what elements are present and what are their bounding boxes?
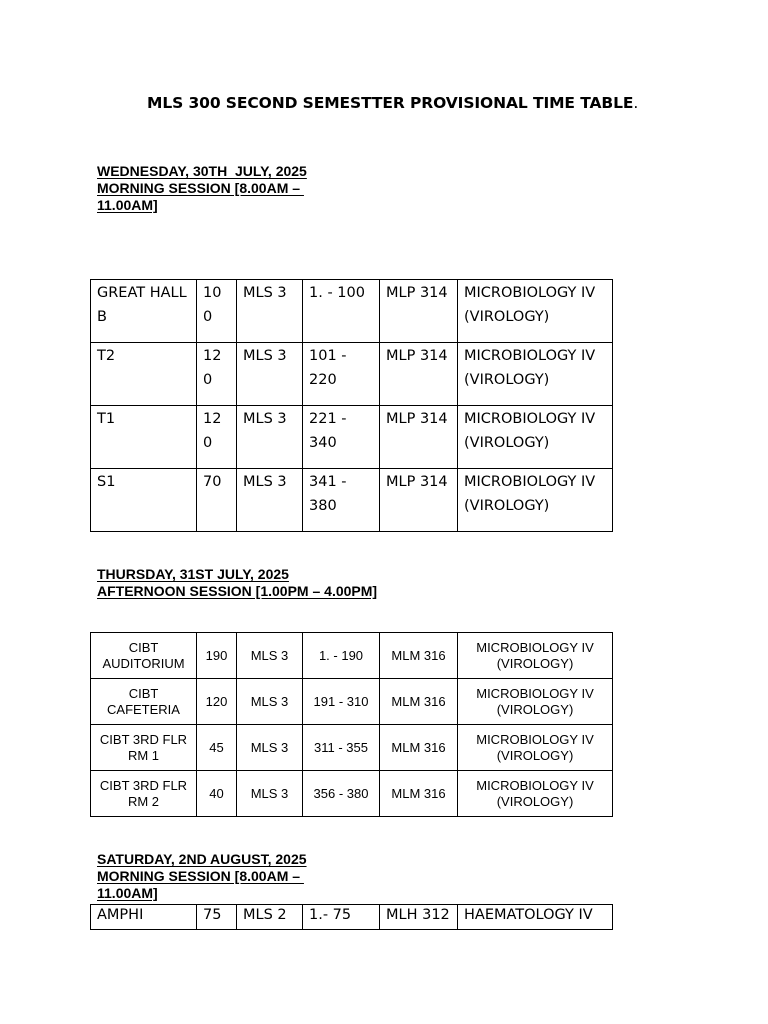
section-heading-saturday <box>97 851 307 902</box>
course-code-cell: MLP 314 <box>380 406 458 469</box>
heading-line: AFTERNOON SESSION [1.00PM – 4.00PM] <box>97 583 378 599</box>
heading-line: SATURDAY, 2ND AUGUST, 2025 <box>97 851 307 867</box>
range-cell: 1. - 190 <box>303 633 380 679</box>
venue-cell: CIBT 3RD FLR RM 1 <box>91 725 197 771</box>
class-cell: MLS 2 <box>237 905 303 930</box>
range-cell: 101 - 220 <box>303 343 380 406</box>
course-code-cell: MLM 316 <box>380 679 458 725</box>
venue-cell: S1 <box>91 469 197 532</box>
course-code-cell: MLH 312 <box>380 905 458 930</box>
course-code-cell: MLM 316 <box>380 633 458 679</box>
table-row <box>91 771 613 817</box>
venue-cell: T2 <box>91 343 197 406</box>
heading-line: WEDNESDAY, 30TH JULY, 2025 <box>97 163 307 179</box>
venue-cell: CIBT AUDITORIUM <box>91 633 197 679</box>
course-title-cell: MICROBIOLOGY IV (VIROLOGY) <box>458 725 613 771</box>
course-title-cell: MICROBIOLOGY IV (VIROLOGY) <box>458 280 613 343</box>
capacity-cell: 120 <box>197 679 237 725</box>
heading-line: THURSDAY, 31ST JULY, 2025 <box>97 566 289 582</box>
table-row <box>91 469 613 532</box>
capacity-cell: 120 <box>197 343 237 406</box>
venue-cell: GREAT HALL B <box>91 280 197 343</box>
capacity-cell: 40 <box>197 771 237 817</box>
table-row <box>91 679 613 725</box>
document-title-suffix: . <box>633 94 639 112</box>
table-row <box>91 633 613 679</box>
course-code-cell: MLP 314 <box>380 469 458 532</box>
class-cell: MLS 3 <box>237 771 303 817</box>
section-heading-wednesday <box>97 163 307 214</box>
heading-line: MORNING SESSION [8.00AM – <box>97 180 304 196</box>
course-code-cell: MLP 314 <box>380 280 458 343</box>
section-heading-thursday <box>97 566 377 600</box>
capacity-cell: 100 <box>197 280 237 343</box>
document-title <box>147 94 638 112</box>
course-title-cell: MICROBIOLOGY IV (VIROLOGY) <box>458 406 613 469</box>
course-title-cell: MICROBIOLOGY IV (VIROLOGY) <box>458 633 613 679</box>
table-row <box>91 725 613 771</box>
venue-cell: CIBT CAFETERIA <box>91 679 197 725</box>
heading-line: 11.00AM] <box>97 197 158 213</box>
course-title-cell: HAEMATOLOGY IV <box>458 905 613 930</box>
timetable-thursday <box>90 632 613 817</box>
range-cell: 356 - 380 <box>303 771 380 817</box>
course-title-cell: MICROBIOLOGY IV (VIROLOGY) <box>458 343 613 406</box>
venue-cell: T1 <box>91 406 197 469</box>
table-row <box>91 280 613 343</box>
course-code-cell: MLM 316 <box>380 771 458 817</box>
class-cell: MLS 3 <box>237 725 303 771</box>
table-row <box>91 343 613 406</box>
capacity-cell: 75 <box>197 905 237 930</box>
timetable-wednesday <box>90 279 613 532</box>
range-cell: 341 - 380 <box>303 469 380 532</box>
heading-line: MORNING SESSION [8.00AM – <box>97 868 304 884</box>
class-cell: MLS 3 <box>237 343 303 406</box>
table-row <box>91 406 613 469</box>
timetable-saturday <box>90 904 613 930</box>
document-title-text: MLS 300 SECOND SEMESTTER PROVISIONAL TIME TABLE <box>147 94 634 112</box>
course-title-cell: MICROBIOLOGY IV (VIROLOGY) <box>458 469 613 532</box>
course-code-cell: MLP 314 <box>380 343 458 406</box>
capacity-cell: 70 <box>197 469 237 532</box>
course-title-cell: MICROBIOLOGY IV (VIROLOGY) <box>458 679 613 725</box>
range-cell: 221 - 340 <box>303 406 380 469</box>
capacity-cell: 120 <box>197 406 237 469</box>
range-cell: 191 - 310 <box>303 679 380 725</box>
course-title-cell: MICROBIOLOGY IV (VIROLOGY) <box>458 771 613 817</box>
range-cell: 1. - 100 <box>303 280 380 343</box>
venue-cell: AMPHI <box>91 905 197 930</box>
heading-line: 11.00AM] <box>97 885 158 901</box>
table-row <box>91 905 613 930</box>
range-cell: 1.- 75 <box>303 905 380 930</box>
class-cell: MLS 3 <box>237 633 303 679</box>
class-cell: MLS 3 <box>237 280 303 343</box>
capacity-cell: 190 <box>197 633 237 679</box>
range-cell: 311 - 355 <box>303 725 380 771</box>
class-cell: MLS 3 <box>237 679 303 725</box>
class-cell: MLS 3 <box>237 469 303 532</box>
capacity-cell: 45 <box>197 725 237 771</box>
course-code-cell: MLM 316 <box>380 725 458 771</box>
venue-cell: CIBT 3RD FLR RM 2 <box>91 771 197 817</box>
class-cell: MLS 3 <box>237 406 303 469</box>
